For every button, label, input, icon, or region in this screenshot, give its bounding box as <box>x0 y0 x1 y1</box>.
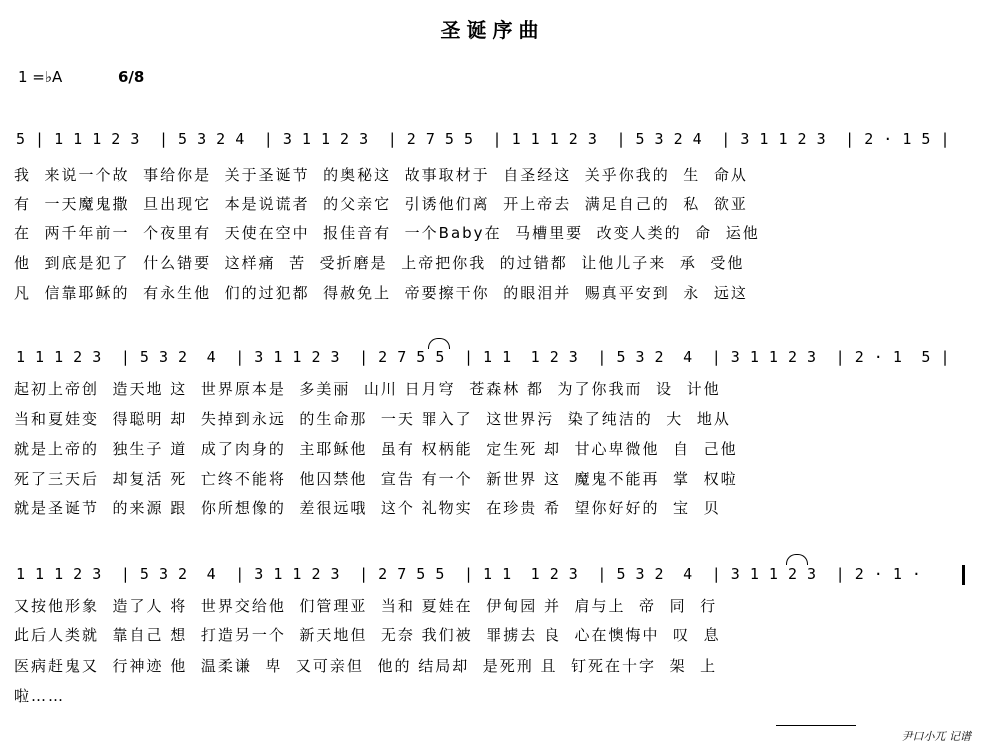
lyric-line: 死了三天后 却复活 死 亡终不能将 他囚禁他 宣告 有一个 新世界 这 魔鬼不能再 掌 权啦 <box>14 470 738 488</box>
transcriber-credit: 尹口小兀 记谱 <box>901 730 971 743</box>
notation-row: 1 1 1 2 3 | 5 3 2 4 | 3 1 1 2 3 | 2 7 5 5 | 1 1 1 2 3 | 5 3 2 4 | 3 1 1 2 3 | 2 · 1 5 | <box>16 348 951 366</box>
lyric-line: 此后人类就 靠自己 想 打造另一个 新天地但 无奈 我们被 罪掳去 良 心在懊悔中 叹 息 <box>14 626 721 644</box>
tie-mark <box>786 554 808 565</box>
lyric-line: 起初上帝创 造天地 这 世界原本是 多美丽 山川 日月穹 苍森林 都 为了你我而 设 计他 <box>14 380 721 398</box>
lyric-line: 我 来说一个故 事给你是 关于圣诞节 的奥秘这 故事取材于 自圣经这 关乎你我的 生 命从 <box>14 166 748 184</box>
key-signature: 1 =♭A <box>18 68 63 86</box>
lyric-line: 就是圣诞节 的来源 跟 你所想像的 差很远哦 这个 礼物实 在珍贵 希 望你好好的 宝 贝 <box>14 499 721 517</box>
notation-row: 5 | 1 1 1 2 3 | 5 3 2 4 | 3 1 1 2 3 | 2 7 5 5 | 1 1 1 2 3 | 5 3 2 4 | 3 1 1 2 3 | 2 · 1 5 | <box>16 130 951 148</box>
lyric-line: 有 一天魔鬼撒 旦出现它 本是说谎者 的父亲它 引诱他们离 开上帝去 满足自己的 私 欲亚 <box>14 195 748 213</box>
final-barline <box>962 565 965 585</box>
time-signature: 6/8 <box>118 68 145 86</box>
lyric-line: 医病赶鬼又 行神迹 他 温柔谦 卑 又可亲但 他的 结局却 是死刑 且 钉死在十字 架 上 <box>14 657 718 675</box>
lyric-line: 在 两千年前一 个夜里有 天使在空中 报佳音有 一个Baby在 马槽里要 改变人类的 命 运他 <box>14 224 760 242</box>
song-title: 圣诞序曲 <box>440 18 545 42</box>
lyric-line: 他 到底是犯了 什么错要 这样痛 苦 受折磨是 上帝把你我 的过错都 让他儿子来 承 受他 <box>14 254 745 272</box>
lyric-line: 就是上帝的 独生子 道 成了肉身的 主耶稣他 虽有 权柄能 定生死 却 甘心卑微他 自 己他 <box>14 440 738 458</box>
lyric-line: 当和夏娃变 得聪明 却 失掉到永远 的生命那 一天 罪入了 这世界污 染了纯洁的 大 地从 <box>14 410 731 428</box>
credit-rule <box>776 725 856 726</box>
lyric-line: 啦…… <box>14 687 66 705</box>
lyric-line: 又按他形象 造了人 将 世界交给他 们管理亚 当和 夏娃在 伊甸园 并 肩与上 帝 同 行 <box>14 597 718 615</box>
lyric-line: 凡 信靠耶稣的 有永生他 们的过犯都 得赦免上 帝要擦干你 的眼泪并 赐真平安到 永 远这 <box>14 284 748 302</box>
notation-row: 1 1 1 2 3 | 5 3 2 4 | 3 1 1 2 3 | 2 7 5 5 | 1 1 1 2 3 | 5 3 2 4 | 3 1 1 2 3 | 2 · 1 · <box>16 565 922 583</box>
